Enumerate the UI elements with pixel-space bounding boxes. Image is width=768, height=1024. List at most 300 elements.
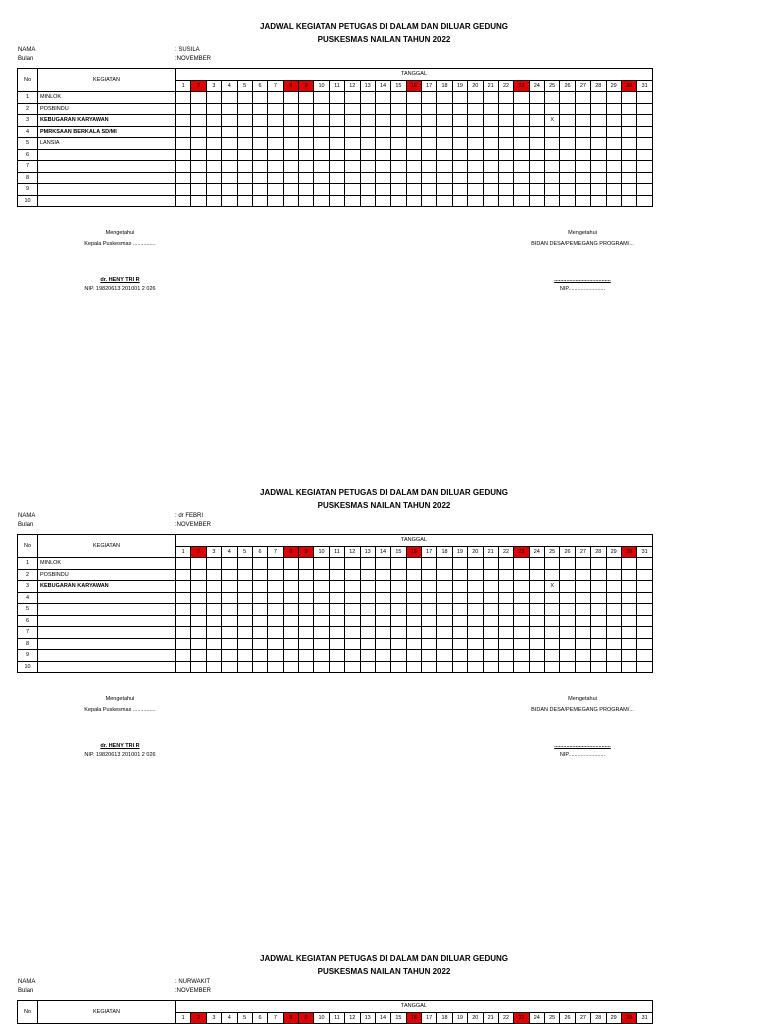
day-cell: [545, 92, 560, 104]
day-cell: [222, 115, 237, 127]
day-cell: [299, 195, 314, 207]
day-cell: [529, 138, 544, 150]
day-cell: [391, 592, 406, 604]
day-cell: [268, 604, 283, 616]
day-cell: [345, 638, 360, 650]
day-cell: [437, 161, 452, 173]
table-row: [18, 115, 653, 127]
day-cell: [176, 592, 191, 604]
row-number: 2: [18, 103, 38, 115]
day-cell: [468, 103, 483, 115]
day-cell: [191, 650, 206, 662]
day-cell: [498, 661, 513, 673]
day-cell: [283, 103, 298, 115]
day-cell: [483, 126, 498, 138]
day-header-16: 16: [406, 546, 421, 558]
day-cell: [406, 115, 421, 127]
day-cell: [621, 115, 636, 127]
day-cell: [406, 195, 421, 207]
day-header-11: 11: [329, 80, 344, 92]
day-cell: [498, 604, 513, 616]
header-kegiatan: KEGIATAN: [38, 1001, 176, 1024]
day-header-31: 31: [637, 80, 653, 92]
day-cell: [422, 195, 437, 207]
day-cell: [299, 661, 314, 673]
day-cell: [575, 92, 590, 104]
right-sign-nip: NIP........................: [559, 286, 606, 292]
day-cell: [591, 126, 606, 138]
day-header-19: 19: [452, 80, 467, 92]
day-cell: [176, 195, 191, 207]
day-cell: [637, 615, 653, 627]
day-cell: [237, 195, 252, 207]
day-cell: [437, 103, 452, 115]
day-cell: [283, 569, 298, 581]
day-cell: [299, 627, 314, 639]
day-cell: [452, 661, 467, 673]
day-cell: [268, 661, 283, 673]
day-cell: [206, 581, 221, 593]
day-cell: [252, 149, 267, 161]
day-header-4: 4: [222, 1012, 237, 1024]
day-cell: [422, 138, 437, 150]
day-cell: [391, 627, 406, 639]
day-cell: [637, 103, 653, 115]
day-cell: [314, 627, 329, 639]
day-cell: [621, 149, 636, 161]
day-cell: [483, 115, 498, 127]
day-cell: [329, 592, 344, 604]
day-cell: [560, 627, 575, 639]
day-cell: [529, 184, 544, 196]
day-cell: [437, 581, 452, 593]
day-cell: [222, 569, 237, 581]
day-cell: [329, 195, 344, 207]
day-cell: [591, 615, 606, 627]
day-cell: [391, 581, 406, 593]
day-cell: [345, 558, 360, 570]
day-header-10: 10: [314, 546, 329, 558]
day-cell: [222, 604, 237, 616]
day-cell: [345, 103, 360, 115]
left-sign-nip: NIP. 19820613 201001 2 026: [84, 286, 156, 292]
day-cell: [176, 126, 191, 138]
day-cell: [268, 172, 283, 184]
nama-label: NAMA: [18, 513, 36, 519]
day-cell: [514, 615, 529, 627]
day-cell: [437, 650, 452, 662]
day-cell: [437, 92, 452, 104]
day-cell: [575, 172, 590, 184]
day-cell: [591, 638, 606, 650]
day-cell: [606, 172, 621, 184]
day-cell: [176, 92, 191, 104]
day-cell: [329, 184, 344, 196]
day-cell: [422, 115, 437, 127]
day-cell: [191, 126, 206, 138]
day-cell: [176, 184, 191, 196]
day-cell: [498, 172, 513, 184]
day-cell: [375, 103, 390, 115]
day-cell: [191, 592, 206, 604]
bulan-label: Bulan: [18, 522, 34, 528]
document-title: JADWAL KEGIATAN PETUGAS DI DALAM DAN DILUAR GEDUNG: [260, 22, 508, 31]
day-cell: [591, 650, 606, 662]
kegiatan-cell: [38, 661, 176, 673]
day-cell: [268, 161, 283, 173]
row-number: 9: [18, 650, 38, 662]
day-cell: [237, 661, 252, 673]
day-cell: [514, 195, 529, 207]
day-header-13: 13: [360, 1012, 375, 1024]
day-cell: [606, 149, 621, 161]
day-cell: [299, 615, 314, 627]
day-header-26: 26: [560, 80, 575, 92]
day-cell: [268, 126, 283, 138]
day-cell: [406, 126, 421, 138]
day-cell: [637, 184, 653, 196]
day-cell: [621, 172, 636, 184]
day-cell: [606, 592, 621, 604]
day-cell: [422, 172, 437, 184]
day-cell: [176, 558, 191, 570]
day-cell: [206, 558, 221, 570]
day-cell: [252, 115, 267, 127]
table-row: [18, 126, 653, 138]
day-cell: [345, 115, 360, 127]
day-cell: [591, 592, 606, 604]
day-cell: [360, 138, 375, 150]
day-cell: [575, 581, 590, 593]
day-cell: [437, 661, 452, 673]
day-cell: [329, 558, 344, 570]
day-cell: [560, 615, 575, 627]
day-cell: [360, 638, 375, 650]
row-number: 7: [18, 627, 38, 639]
day-cell: [468, 661, 483, 673]
day-header-8: 8: [283, 546, 298, 558]
day-cell: [391, 138, 406, 150]
day-cell: [468, 92, 483, 104]
day-cell: [252, 615, 267, 627]
header-no: No: [18, 1001, 38, 1024]
day-cell: [176, 103, 191, 115]
day-cell: [191, 184, 206, 196]
right-sign-role: BIDAN DESA/PEMEGANG PROGRAM/...: [531, 241, 634, 247]
day-cell: [314, 569, 329, 581]
table-row: [18, 650, 653, 662]
day-cell: [483, 138, 498, 150]
day-cell: [514, 581, 529, 593]
day-cell: [329, 161, 344, 173]
day-cell: [498, 638, 513, 650]
day-cell: [591, 115, 606, 127]
day-header-2: 2: [191, 80, 206, 92]
day-cell: [422, 569, 437, 581]
day-cell: [498, 558, 513, 570]
day-cell: [329, 581, 344, 593]
day-cell: [206, 569, 221, 581]
day-cell: [206, 604, 221, 616]
bulan-label: Bulan: [18, 988, 34, 994]
day-header-11: 11: [329, 1012, 344, 1024]
day-cell: [452, 638, 467, 650]
day-cell: [606, 103, 621, 115]
day-header-16: 16: [406, 80, 421, 92]
day-cell: [252, 558, 267, 570]
day-cell: [237, 650, 252, 662]
day-cell: [406, 558, 421, 570]
day-cell: [545, 615, 560, 627]
day-cell: [621, 138, 636, 150]
day-cell: [437, 638, 452, 650]
day-cell: [514, 115, 529, 127]
table-row: [18, 103, 653, 115]
day-cell: [422, 103, 437, 115]
day-cell: [529, 558, 544, 570]
day-cell: [422, 558, 437, 570]
day-cell: [591, 195, 606, 207]
day-cell: [591, 92, 606, 104]
day-cell: [437, 615, 452, 627]
day-cell: [545, 650, 560, 662]
day-cell: [252, 569, 267, 581]
day-cell: [191, 615, 206, 627]
day-cell: [360, 184, 375, 196]
nama-label: NAMA: [18, 47, 36, 53]
day-cell: [222, 149, 237, 161]
day-cell: [191, 558, 206, 570]
day-header-20: 20: [468, 1012, 483, 1024]
day-header-29: 29: [606, 80, 621, 92]
day-cell: [468, 115, 483, 127]
kegiatan-cell: [38, 149, 176, 161]
schedule-table: [17, 534, 653, 673]
day-cell: [422, 615, 437, 627]
day-cell: [468, 638, 483, 650]
day-cell: [560, 195, 575, 207]
day-cell: [514, 103, 529, 115]
day-cell: [299, 604, 314, 616]
day-cell: [299, 558, 314, 570]
day-cell: [222, 627, 237, 639]
day-cell: [545, 126, 560, 138]
day-cell: [483, 615, 498, 627]
day-cell: [529, 604, 544, 616]
day-cell: [575, 126, 590, 138]
day-cell: [468, 650, 483, 662]
day-cell: X: [545, 581, 560, 593]
day-cell: [406, 172, 421, 184]
day-cell: [514, 650, 529, 662]
day-cell: [391, 149, 406, 161]
nama-value: : SUSILA: [175, 47, 200, 53]
day-cell: [360, 149, 375, 161]
day-cell: [575, 627, 590, 639]
day-cell: [606, 650, 621, 662]
row-number: 8: [18, 172, 38, 184]
day-header-11: 11: [329, 546, 344, 558]
day-cell: [191, 172, 206, 184]
day-header-21: 21: [483, 546, 498, 558]
kegiatan-cell: PMRKSAAN BERKALA SD/MI: [38, 126, 176, 138]
day-cell: [268, 558, 283, 570]
day-cell: [483, 149, 498, 161]
header-tanggal: TANGGAL: [176, 1001, 653, 1013]
day-cell: [452, 569, 467, 581]
day-cell: [560, 138, 575, 150]
day-cell: [406, 92, 421, 104]
day-cell: [452, 195, 467, 207]
bulan-label: Bulan: [18, 56, 34, 62]
day-cell: [468, 627, 483, 639]
day-cell: [222, 661, 237, 673]
day-cell: [206, 149, 221, 161]
day-cell: [621, 661, 636, 673]
day-cell: [237, 92, 252, 104]
day-cell: [206, 650, 221, 662]
day-cell: [391, 115, 406, 127]
table-row: [18, 604, 653, 616]
day-header-22: 22: [498, 80, 513, 92]
day-cell: [437, 115, 452, 127]
day-header-20: 20: [468, 80, 483, 92]
day-cell: [545, 103, 560, 115]
day-cell: [514, 604, 529, 616]
day-cell: [514, 126, 529, 138]
day-cell: [252, 195, 267, 207]
day-cell: [575, 604, 590, 616]
day-cell: [575, 161, 590, 173]
day-cell: [206, 138, 221, 150]
day-cell: [283, 115, 298, 127]
day-cell: [529, 661, 544, 673]
day-cell: [575, 650, 590, 662]
day-header-22: 22: [498, 1012, 513, 1024]
day-cell: [375, 126, 390, 138]
day-cell: [437, 184, 452, 196]
day-header-13: 13: [360, 546, 375, 558]
day-cell: [299, 149, 314, 161]
day-header-12: 12: [345, 546, 360, 558]
day-cell: [252, 172, 267, 184]
day-header-25: 25: [545, 80, 560, 92]
day-cell: [498, 592, 513, 604]
day-cell: [452, 581, 467, 593]
day-header-31: 31: [637, 546, 653, 558]
day-cell: [360, 103, 375, 115]
day-header-29: 29: [606, 1012, 621, 1024]
day-cell: [360, 627, 375, 639]
day-cell: [252, 138, 267, 150]
day-cell: [314, 126, 329, 138]
day-header-22: 22: [498, 546, 513, 558]
left-sign-role: Kepala Puskesmas ...............: [84, 707, 156, 713]
day-cell: [545, 604, 560, 616]
day-cell: [406, 650, 421, 662]
day-cell: [329, 126, 344, 138]
day-cell: [299, 638, 314, 650]
day-cell: [283, 558, 298, 570]
day-cell: [621, 627, 636, 639]
day-cell: [560, 581, 575, 593]
day-header-1: 1: [176, 1012, 191, 1024]
day-cell: [191, 161, 206, 173]
day-cell: [606, 161, 621, 173]
day-cell: [452, 592, 467, 604]
day-cell: [268, 592, 283, 604]
day-cell: [498, 650, 513, 662]
day-header-19: 19: [452, 546, 467, 558]
day-cell: [468, 592, 483, 604]
header-kegiatan: KEGIATAN: [38, 535, 176, 558]
day-cell: [514, 149, 529, 161]
day-cell: [483, 184, 498, 196]
day-cell: [268, 615, 283, 627]
day-cell: [606, 581, 621, 593]
day-cell: [375, 592, 390, 604]
day-cell: [191, 138, 206, 150]
day-cell: [621, 126, 636, 138]
day-cell: [575, 569, 590, 581]
day-cell: [452, 627, 467, 639]
day-cell: [329, 149, 344, 161]
kegiatan-cell: MINLOK: [38, 92, 176, 104]
day-header-14: 14: [375, 546, 390, 558]
day-cell: [314, 592, 329, 604]
day-header-2: 2: [191, 546, 206, 558]
day-cell: [237, 558, 252, 570]
day-cell: [360, 126, 375, 138]
day-cell: [299, 581, 314, 593]
day-cell: [314, 138, 329, 150]
day-cell: [222, 172, 237, 184]
day-header-12: 12: [345, 1012, 360, 1024]
day-header-18: 18: [437, 1012, 452, 1024]
day-cell: [529, 627, 544, 639]
day-cell: [299, 92, 314, 104]
day-cell: [329, 138, 344, 150]
day-cell: [560, 638, 575, 650]
table-row: [18, 149, 653, 161]
day-cell: [222, 650, 237, 662]
row-number: 3: [18, 581, 38, 593]
day-cell: [483, 558, 498, 570]
day-cell: [529, 103, 544, 115]
day-cell: [637, 172, 653, 184]
row-number: 6: [18, 615, 38, 627]
row-number: 10: [18, 195, 38, 207]
day-header-2: 2: [191, 1012, 206, 1024]
day-cell: [637, 604, 653, 616]
day-cell: [575, 592, 590, 604]
day-cell: [222, 126, 237, 138]
day-cell: [406, 138, 421, 150]
day-cell: [560, 172, 575, 184]
day-cell: [206, 592, 221, 604]
day-cell: [637, 638, 653, 650]
day-cell: [468, 558, 483, 570]
day-cell: [621, 650, 636, 662]
row-number: 1: [18, 92, 38, 104]
day-cell: [529, 92, 544, 104]
day-cell: [222, 138, 237, 150]
day-cell: [406, 184, 421, 196]
day-cell: [422, 581, 437, 593]
day-cell: [314, 661, 329, 673]
day-cell: [437, 604, 452, 616]
day-cell: [299, 172, 314, 184]
